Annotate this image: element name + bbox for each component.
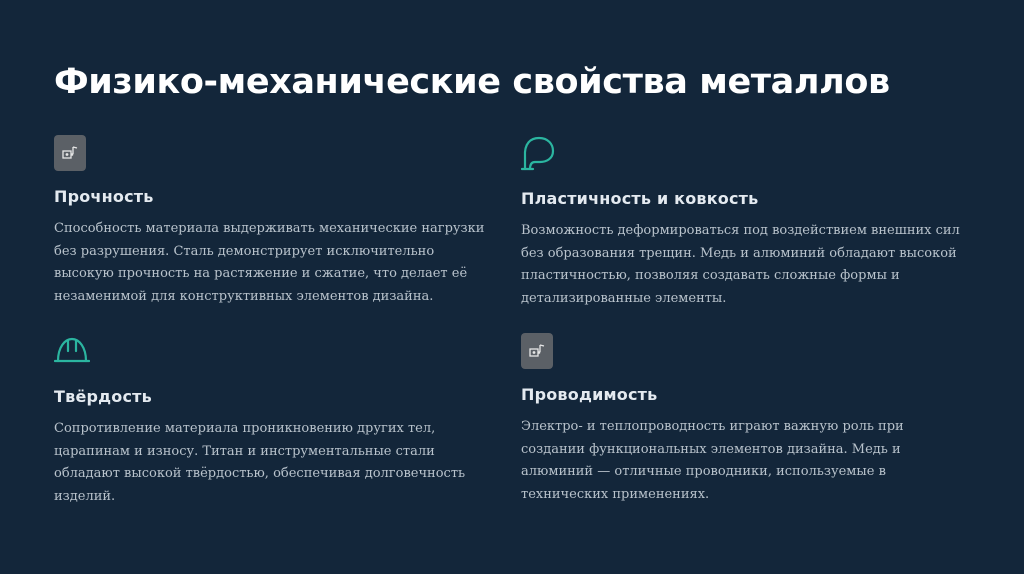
card-title: Пластичность и ковкость: [521, 189, 759, 208]
hard-hat-icon: [54, 333, 90, 371]
page-title: Физико-механические свойства металлов: [54, 62, 890, 102]
card-title: Проводимость: [521, 385, 658, 404]
card-title: Твёрдость: [54, 387, 152, 406]
card-description: Возможность деформироваться под воздействием внешних сил без образования трещин. Медь и алюминий обладают высокой пластичностью, позволяя создавать сложные формы и детализированные элементы.: [521, 223, 960, 306]
image-placeholder-icon: [521, 333, 553, 369]
property-card-hardness: [54, 333, 494, 508]
property-card-plasticity: [521, 135, 961, 310]
card-title: Прочность: [54, 187, 154, 206]
property-card-strength: [54, 135, 494, 308]
card-description: Сопротивление материала проникновению других тел, царапинам и износу. Титан и инструментальные стали обладают высокой твёрдостью, обеспечивая долговечность изделий.: [54, 421, 466, 504]
flexible-line-icon: [521, 135, 557, 173]
card-description: Способность материала выдерживать механические нагрузки без разрушения. Сталь демонстрирует исключительно высокую прочность на растяжение и сжатие, что делает её незаменимой для конструктивных элементов дизайна.: [54, 221, 485, 304]
property-card-conductivity: [521, 333, 961, 506]
card-description: Электро- и теплопроводность играют важную роль при создании функциональных элементов дизайна. Медь и алюминий — отличные проводники, используемые в технических применениях.: [521, 419, 904, 502]
image-placeholder-icon: [54, 135, 86, 171]
